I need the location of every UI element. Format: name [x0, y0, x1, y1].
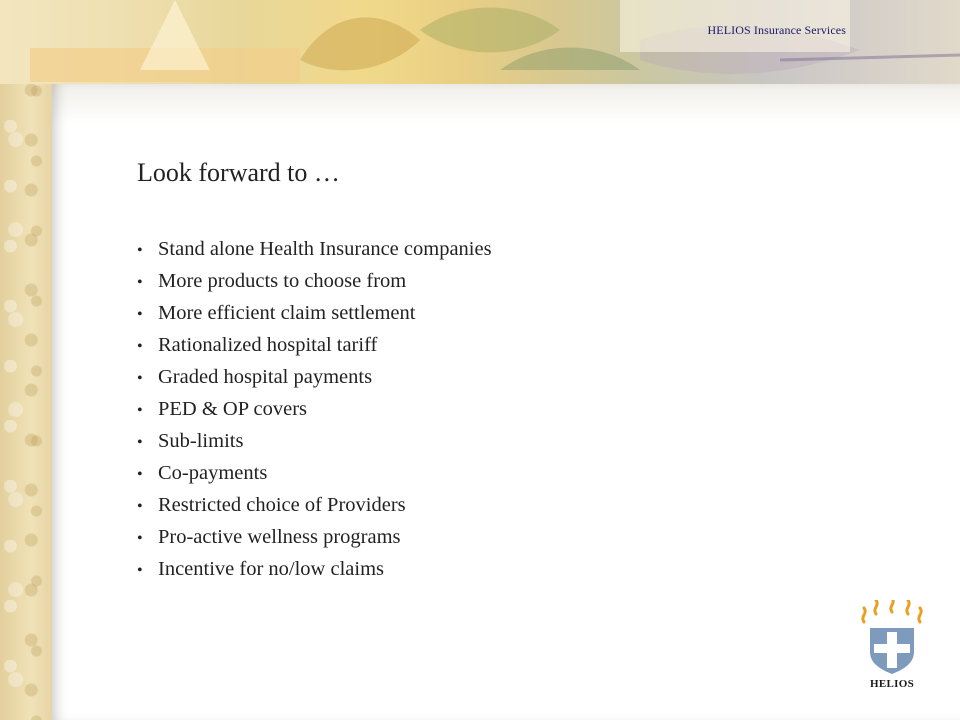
- list-item-text: More efficient claim settlement: [158, 302, 416, 324]
- bullet-marker: •: [137, 562, 143, 579]
- list-item-text: Sub-limits: [158, 430, 244, 452]
- bullet-marker: •: [137, 498, 143, 515]
- list-item: [137, 425, 492, 457]
- logo-label: HELIOS: [870, 678, 914, 690]
- list-item: [137, 489, 492, 521]
- top-decorative-banner: [0, 0, 960, 84]
- list-item: [137, 553, 492, 585]
- bullet-marker: •: [137, 242, 143, 259]
- list-item: [137, 521, 492, 553]
- list-item-text: Incentive for no/low claims: [158, 558, 385, 580]
- list-item-text: Stand alone Health Insurance companies: [158, 238, 492, 260]
- company-header: HELIOS Insurance Services: [707, 23, 846, 37]
- list-item: [137, 393, 492, 425]
- slide-title: Look forward to …: [137, 158, 340, 187]
- bullet-marker: •: [137, 530, 143, 547]
- bullet-marker: •: [137, 402, 143, 419]
- list-item: [137, 265, 492, 297]
- list-item: [137, 233, 492, 265]
- list-item-text: Pro-active wellness programs: [158, 526, 401, 548]
- bullet-marker: •: [137, 370, 143, 387]
- leaf-pattern-graphic: [0, 0, 960, 84]
- list-item-text: Rationalized hospital tariff: [158, 334, 378, 356]
- list-item-text: More products to choose from: [158, 270, 407, 292]
- list-item: [137, 297, 492, 329]
- bullet-marker: •: [137, 306, 143, 323]
- bullet-list: [137, 233, 492, 585]
- list-item-text: PED & OP covers: [158, 398, 307, 420]
- list-item: [137, 457, 492, 489]
- list-item-text: Graded hospital payments: [158, 366, 373, 388]
- left-decorative-strip: [0, 0, 52, 720]
- list-item: [137, 329, 492, 361]
- bullet-marker: •: [137, 274, 143, 291]
- bullet-marker: •: [137, 434, 143, 451]
- bullet-marker: •: [137, 466, 143, 483]
- list-item: [137, 361, 492, 393]
- helios-logo: [850, 600, 934, 696]
- list-item-text: Restricted choice of Providers: [158, 494, 406, 516]
- sun-shield-icon: [850, 600, 934, 680]
- list-item-text: Co-payments: [158, 462, 268, 484]
- bullet-marker: •: [137, 338, 143, 355]
